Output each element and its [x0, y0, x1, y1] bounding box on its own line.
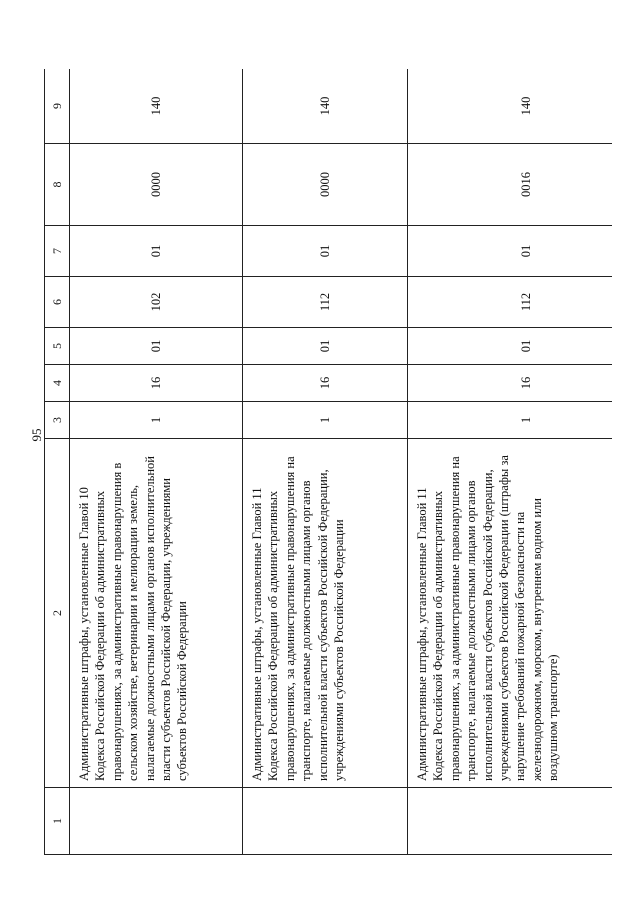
- table-cell: 112: [408, 277, 613, 328]
- table-cell: 01: [243, 226, 408, 277]
- table-cell: 140: [70, 69, 243, 144]
- table-cell: 1: [408, 402, 613, 439]
- column-number: 9: [45, 69, 70, 144]
- column-number: 3: [45, 402, 70, 439]
- rotated-table-wrapper: [44, 69, 612, 855]
- table-cell: 1: [70, 402, 243, 439]
- table-cell: [243, 788, 408, 855]
- table-row: [243, 69, 408, 855]
- table-cell: 0000: [243, 144, 408, 226]
- table-cell: 140: [243, 69, 408, 144]
- table-cell: [70, 788, 243, 855]
- column-number: 8: [45, 144, 70, 226]
- description-cell: Административные штрафы, установленные Главой 11 Кодекса Российской Федерации об административных правонарушениях, за административные правонарушения на транспорте, налагаемые должностными лицами органов исполнительной власти субъектов Российской Федерации, учреждениями субъектов Российской Федерации: [243, 439, 408, 788]
- table-cell: 16: [243, 365, 408, 402]
- column-number-row: [45, 69, 70, 855]
- column-number: 2: [45, 439, 70, 788]
- table-cell: 01: [243, 328, 408, 365]
- table-row: [70, 69, 243, 855]
- column-number: 7: [45, 226, 70, 277]
- table-cell: 01: [70, 226, 243, 277]
- column-number: 5: [45, 328, 70, 365]
- table-row: [408, 69, 613, 855]
- table-cell: 01: [70, 328, 243, 365]
- description-cell: Административные штрафы, установленные Главой 10 Кодекса Российской Федерации об административных правонарушениях, за административные правонарушения в сельском хозяйстве, ветеринарии и мелиорации земель, налагаемые должностными лицами органов исполнительной власти субъектов Российской Федерации, учреждениями субъектов Российской Федерации: [70, 439, 243, 788]
- table-cell: 140: [408, 69, 613, 144]
- table-cell: 01: [408, 328, 613, 365]
- table-cell: 1: [243, 402, 408, 439]
- table-cell: [408, 788, 613, 855]
- column-number: 6: [45, 277, 70, 328]
- table-cell: 112: [243, 277, 408, 328]
- table-cell: 16: [408, 365, 613, 402]
- column-number: 4: [45, 365, 70, 402]
- column-number: 1: [45, 788, 70, 855]
- table-frame: [44, 69, 612, 855]
- table-cell: 0000: [70, 144, 243, 226]
- budget-code-table: [44, 69, 612, 855]
- page-number: 95: [29, 428, 44, 442]
- table-cell: 01: [408, 226, 613, 277]
- table-cell: 102: [70, 277, 243, 328]
- table-cell: 16: [70, 365, 243, 402]
- description-cell: Административные штрафы, установленные Главой 11 Кодекса Российской Федерации об административных правонарушениях, за административные правонарушения на транспорте, налагаемые должностными лицами органов исполнительной власти субъектов Российской Федерации, учреждениями субъектов Российской Федерации (штрафы за нарушение требований пожарной безопасности на железнодорожном, морском, внутреннем водном или воздушном транспорте): [408, 439, 613, 788]
- table-cell: 0016: [408, 144, 613, 226]
